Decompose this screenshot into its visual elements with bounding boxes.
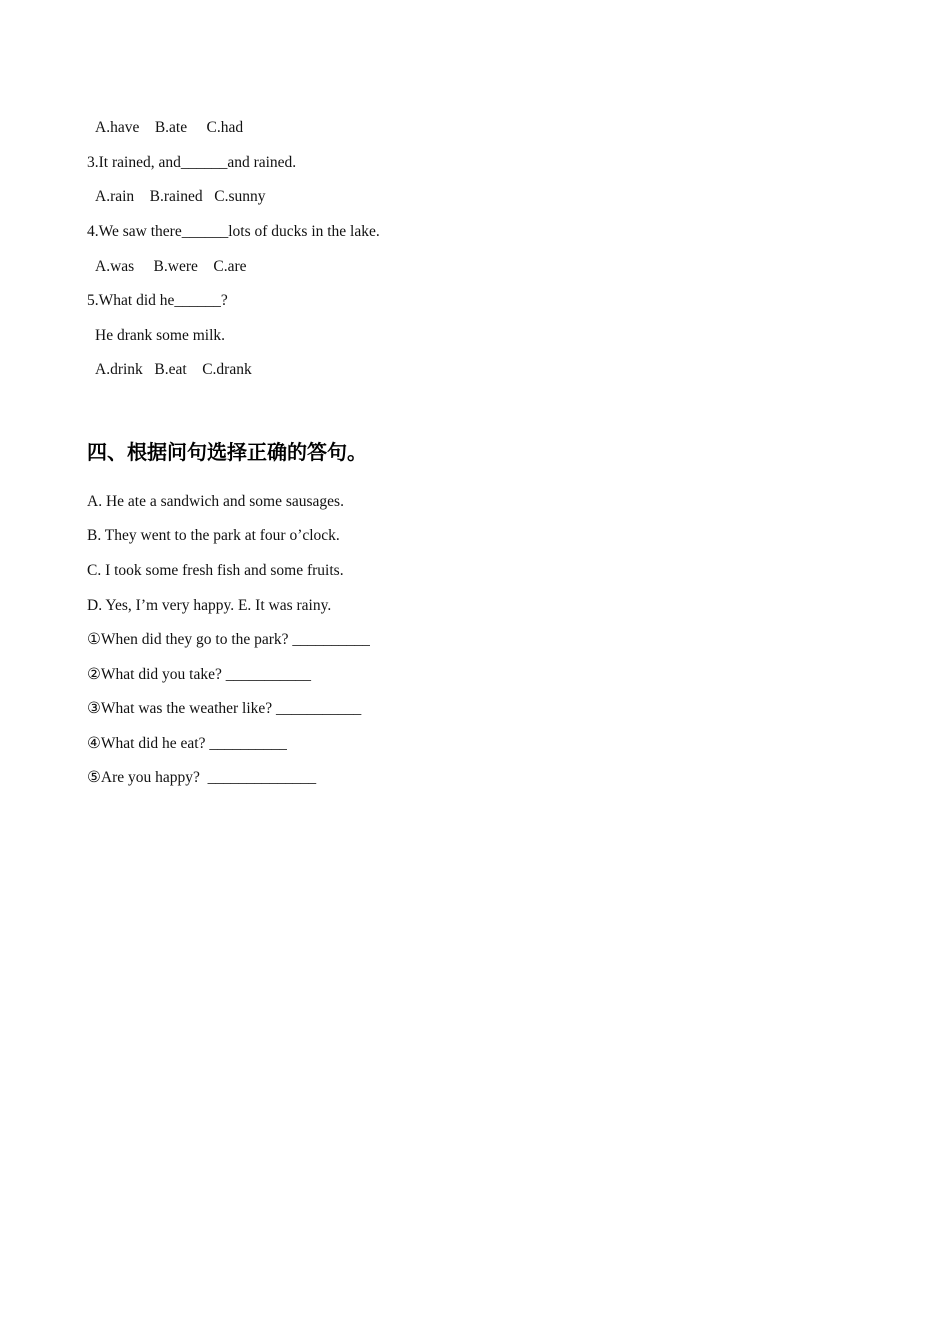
- answer-option-d-e: D. Yes, I’m very happy. E. It was rainy.: [87, 597, 332, 614]
- q5-question: 5.What did he______?: [87, 292, 228, 309]
- q4-question: 4.We saw there______lots of ducks in the lake.: [87, 223, 380, 240]
- q2-options: A.have B.ate C.had: [95, 119, 244, 136]
- section-heading: 四、根据问句选择正确的答句。: [87, 440, 367, 464]
- question-4: ④What did he eat? __________: [87, 735, 287, 752]
- question-5: ⑤Are you happy? ______________: [87, 769, 317, 786]
- q5-options: A.drink B.eat C.drank: [95, 361, 252, 378]
- q3-options: A.rain B.rained C.sunny: [95, 188, 266, 205]
- answer-option-a: A. He ate a sandwich and some sausages.: [87, 493, 344, 510]
- answer-option-b: B. They went to the park at four o’clock.: [87, 527, 340, 544]
- question-3: ③What was the weather like? ___________: [87, 700, 362, 717]
- q5-answer-line: He drank some milk.: [95, 327, 226, 344]
- answer-option-c: C. I took some fresh fish and some fruits.: [87, 562, 344, 579]
- q4-options: A.was B.were C.are: [95, 258, 247, 275]
- question-1: ①When did they go to the park? __________: [87, 631, 370, 648]
- q3-question: 3.It rained, and______and rained.: [87, 154, 297, 171]
- question-2: ②What did you take? ___________: [87, 666, 311, 683]
